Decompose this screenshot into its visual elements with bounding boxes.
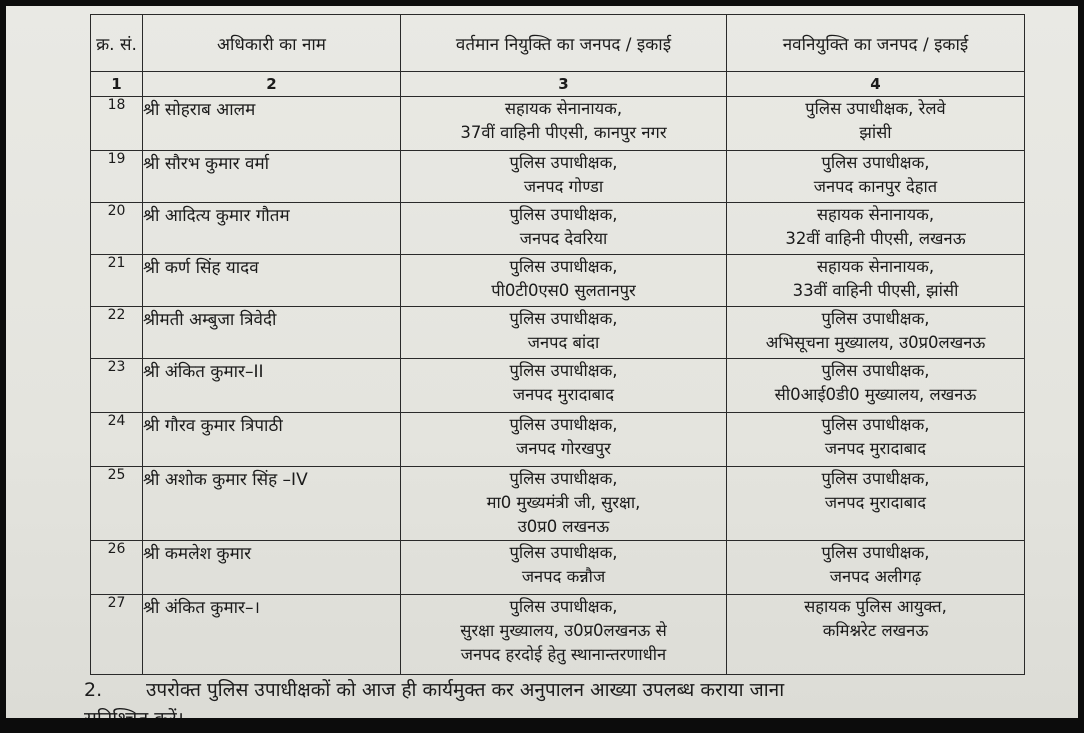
posting-line: जनपद गोण्डा xyxy=(523,177,604,196)
officer-name: श्री गौरव कुमार त्रिपाठी xyxy=(143,413,401,467)
row-serial: 22 xyxy=(91,307,143,359)
posting-line: जनपद हरदोई हेतु स्थानान्तरणाधीन xyxy=(460,645,667,664)
posting-line: पुलिस उपाधीक्षक, xyxy=(509,597,618,616)
current-posting xyxy=(401,255,727,307)
column-number: 4 xyxy=(727,72,1025,97)
posting-line: पुलिस उपाधीक्षक, xyxy=(821,469,930,488)
posting-line: जनपद बांदा xyxy=(527,333,600,352)
table-row xyxy=(91,595,1025,675)
paragraph-text: उपरोक्त पुलिस उपाधीक्षकों को आज ही कार्यमुक्त कर अनुपालन आख्या उपलब्ध कराया जाना xyxy=(146,679,785,701)
table-row xyxy=(91,255,1025,307)
document-page xyxy=(6,6,1078,718)
posting-line: जनपद गोरखपुर xyxy=(516,439,611,458)
new-posting xyxy=(727,307,1025,359)
row-serial: 24 xyxy=(91,413,143,467)
posting-line: अभिसूचना मुख्यालय, उ0प्र0लखनऊ xyxy=(765,333,986,352)
header-new-posting: नवनियुक्ति का जनपद / इकाई xyxy=(727,15,1025,72)
current-posting xyxy=(401,595,727,675)
posting-line: सुरक्षा मुख्यालय, उ0प्र0लखनऊ से xyxy=(460,621,667,640)
paragraph-number: 2. xyxy=(84,679,103,701)
header-serial: क्र. सं. xyxy=(91,15,143,72)
row-serial: 25 xyxy=(91,467,143,541)
posting-line: पुलिस उपाधीक्षक, xyxy=(509,153,618,172)
column-number: 3 xyxy=(401,72,727,97)
officer-name: श्री अशोक कुमार सिंह –IV xyxy=(143,467,401,541)
posting-line: पुलिस उपाधीक्षक, xyxy=(509,415,618,434)
column-number: 1 xyxy=(91,72,143,97)
posting-line: पुलिस उपाधीक्षक, xyxy=(821,153,930,172)
posting-line: सहायक पुलिस आयुक्त, xyxy=(804,597,947,616)
new-posting xyxy=(727,97,1025,151)
posting-line: पुलिस उपाधीक्षक, xyxy=(821,361,930,380)
current-posting xyxy=(401,307,727,359)
posting-line: पुलिस उपाधीक्षक, रेलवे xyxy=(805,99,946,118)
posting-line: सहायक सेनानायक, xyxy=(504,99,623,118)
header-current-posting: वर्तमान नियुक्ति का जनपद / इकाई xyxy=(401,15,727,72)
officer-name: श्री अंकित कुमार–II xyxy=(143,359,401,413)
posting-line: पुलिस उपाधीक्षक, xyxy=(821,543,930,562)
row-serial: 23 xyxy=(91,359,143,413)
officer-name: श्री सोहराब आलम xyxy=(143,97,401,151)
officer-name: श्री कर्ण सिंह यादव xyxy=(143,255,401,307)
new-posting xyxy=(727,359,1025,413)
posting-line: पुलिस उपाधीक्षक, xyxy=(509,205,618,224)
table-row xyxy=(91,541,1025,595)
new-posting xyxy=(727,413,1025,467)
new-posting xyxy=(727,255,1025,307)
table-header-row xyxy=(91,15,1025,72)
row-serial: 27 xyxy=(91,595,143,675)
column-number: 2 xyxy=(143,72,401,97)
row-serial: 19 xyxy=(91,151,143,203)
current-posting xyxy=(401,413,727,467)
posting-line: सी0आई0डी0 मुख्यालय, लखनऊ xyxy=(774,385,977,404)
officer-name: श्री सौरभ कुमार वर्मा xyxy=(143,151,401,203)
officer-name: श्री आदित्य कुमार गौतम xyxy=(143,203,401,255)
new-posting xyxy=(727,203,1025,255)
posting-line: पुलिस उपाधीक्षक, xyxy=(821,309,930,328)
officer-name: श्री अंकित कुमार–। xyxy=(143,595,401,675)
row-serial: 20 xyxy=(91,203,143,255)
row-serial: 26 xyxy=(91,541,143,595)
posting-line: जनपद देवरिया xyxy=(519,229,608,248)
current-posting xyxy=(401,97,727,151)
posting-line: जनपद कानपुर देहात xyxy=(813,177,938,196)
posting-line: 32वीं वाहिनी पीएसी, लखनऊ xyxy=(785,229,966,248)
new-posting xyxy=(727,467,1025,541)
header-name: अधिकारी का नाम xyxy=(143,15,401,72)
table-row xyxy=(91,359,1025,413)
posting-line: 33वीं वाहिनी पीएसी, झांसी xyxy=(792,281,959,300)
officer-name: श्रीमती अम्बुजा त्रिवेदी xyxy=(143,307,401,359)
transfer-table xyxy=(90,14,1025,675)
posting-line: जनपद अलीगढ़ xyxy=(829,567,922,586)
posting-line: पुलिस उपाधीक्षक, xyxy=(509,469,618,488)
posting-line: मा0 मुख्यमंत्री जी, सुरक्षा, xyxy=(486,493,641,512)
table-row xyxy=(91,203,1025,255)
column-number-row xyxy=(91,72,1025,97)
posting-line: जनपद मुरादाबाद xyxy=(512,385,615,404)
posting-line: जनपद मुरादाबाद xyxy=(824,493,927,512)
table-row xyxy=(91,97,1025,151)
posting-line: पुलिस उपाधीक्षक, xyxy=(509,257,618,276)
posting-line: झांसी xyxy=(859,123,892,142)
posting-line: कमिश्नरेट लखनऊ xyxy=(822,621,929,640)
current-posting xyxy=(401,151,727,203)
posting-line: जनपद मुरादाबाद xyxy=(824,439,927,458)
posting-line: पुलिस उपाधीक्षक, xyxy=(509,543,618,562)
posting-line: सहायक सेनानायक, xyxy=(816,257,935,276)
table-row xyxy=(91,467,1025,541)
posting-line: 37वीं वाहिनी पीएसी, कानपुर नगर xyxy=(460,123,667,142)
current-posting xyxy=(401,467,727,541)
posting-line: पुलिस उपाधीक्षक, xyxy=(509,361,618,380)
posting-line: उ0प्र0 लखनऊ xyxy=(517,517,610,536)
new-posting xyxy=(727,151,1025,203)
current-posting xyxy=(401,541,727,595)
new-posting xyxy=(727,541,1025,595)
paragraph-line-1 xyxy=(84,676,1044,702)
table-row xyxy=(91,307,1025,359)
posting-line: पी0टी0एस0 सुलतानपुर xyxy=(491,281,636,300)
row-serial: 21 xyxy=(91,255,143,307)
posting-line: सहायक सेनानायक, xyxy=(816,205,935,224)
new-posting xyxy=(727,595,1025,675)
current-posting xyxy=(401,359,727,413)
table-row xyxy=(91,413,1025,467)
posting-line: पुलिस उपाधीक्षक, xyxy=(509,309,618,328)
officer-name: श्री कमलेश कुमार xyxy=(143,541,401,595)
bottom-bar xyxy=(0,718,1084,733)
table-row xyxy=(91,151,1025,203)
posting-line: जनपद कन्नौज xyxy=(521,567,606,586)
current-posting xyxy=(401,203,727,255)
posting-line: पुलिस उपाधीक्षक, xyxy=(821,415,930,434)
row-serial: 18 xyxy=(91,97,143,151)
